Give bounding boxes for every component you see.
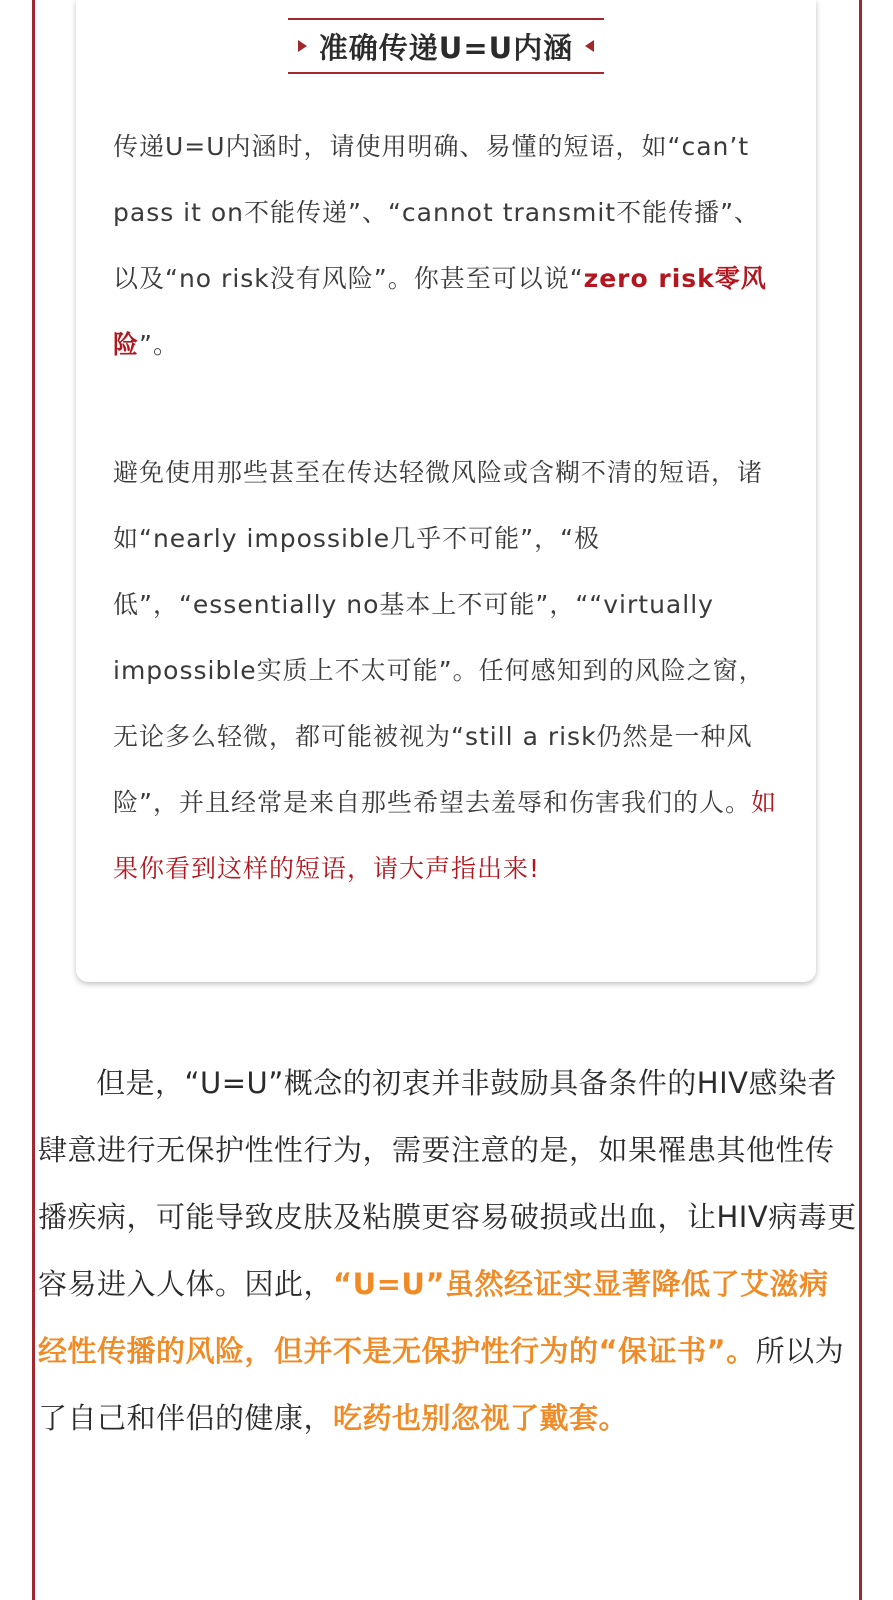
card-paragraph-1: [113, 114, 781, 378]
body-paragraph-middle: 所以为了自己和伴侣的健康，: [38, 1334, 845, 1435]
card-heading-text: 准确传递U=U内涵: [318, 30, 574, 65]
card-paragraph-1-end: ”。: [139, 330, 179, 359]
condom-highlight: 吃药也别忽视了戴套。: [333, 1401, 629, 1435]
triangle-left-icon: [585, 40, 594, 52]
card-heading: [288, 18, 604, 74]
card-paragraph-2-text: 避免使用那些甚至在传达轻微风险或含糊不清的短语，诸如“nearly impossible几乎不可能”，“极低”，“essentially no基本上不可能”，““virtually impossible实质上不太可能”。任何感知到的风险之窗，无论多么轻微，都可能被视为“still a risk仍然是一种风险”，并且经常是来自那些希望去羞辱和伤害我们的人。: [113, 458, 765, 817]
body-paragraph: [38, 1050, 858, 1452]
body-paragraph-text: 但是，“U=U”概念的初衷并非鼓励具备条件的HIV感染者肆意进行无保护性性行为，需要注意的是，如果罹患其他性传播疾病，可能导致皮肤及粘膜更容易破损或出血，让HIV病毒更容易进入人体。因此，: [38, 1066, 857, 1301]
speak-up-highlight: 如果你看到这样的短语，请大声指出来!: [113, 788, 777, 883]
uu-guarantee-highlight: “U=U”虽然经证实显著降低了艾滋病经性传播的风险，但并不是无保护性行为的“保证书”。: [38, 1267, 829, 1368]
triangle-right-icon: [298, 40, 307, 52]
zero-risk-highlight: zero risk零风险: [113, 264, 767, 359]
card-paragraph-1-text: 传递U=U内涵时，请使用明确、易懂的短语，如“can’t pass it on不能传递”、“cannot transmit不能传播”、以及“no risk没有风险”。你甚至可以说“: [113, 132, 761, 293]
card-paragraph-2: [113, 440, 781, 902]
